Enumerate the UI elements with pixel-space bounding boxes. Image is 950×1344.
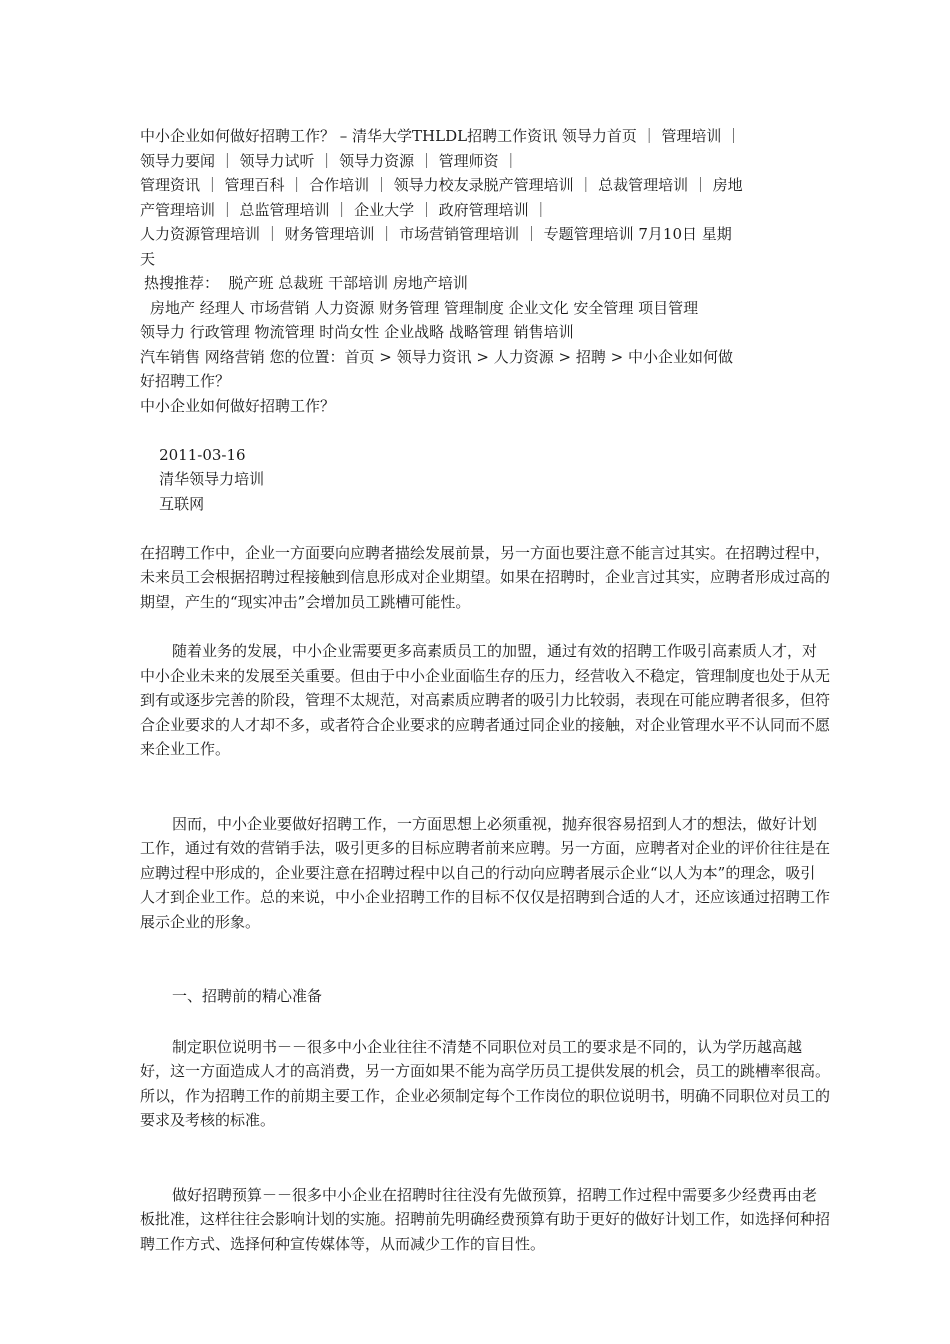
article-paragraph: 随着业务的发展，中小企业需要更多高素质员工的加盟，通过有效的招聘工作吸引高素质人才，对中小企业未来的发展至关重要。但由于中小企业面临生存的压力，经营收入不稳定，管理制度也处于从无到有或逐步完善的阶段，管理不太规范，对高素质应聘者的吸引力比较弱，表现在可能应聘者很多，但符合企业要求的人才却不多，或者符合企业要求的应聘者通过同企业的接触，对企业管理水平不认同而不愿来企业工作。 — [140, 642, 831, 758]
breadcrumb-line: 好招聘工作？ — [140, 372, 231, 390]
article-paragraph: 因而，中小企业要做好招聘工作，一方面思想上必须重视，抛弃很容易招到人才的想法，做好计划工作，通过有效的营销手法，吸引更多的目标应聘者前来应聘。另一方面，应聘者对企业的评价往往是在应聘过程中形成的，企业要注意在招聘过程中以自己的行动向应聘者展示企业“以人为本”的理念，吸引人才到企业工作。总的来说，中小企业招聘工作的目标不仅仅是招聘到合适的人才，还应该通过招聘工作展示企业的形象。 — [140, 814, 831, 931]
article-date: 2011-03-16 — [159, 445, 246, 464]
nav-line[interactable]: 中小企业如何做好招聘工作？ – 清华大学THLDL招聘工作资讯 领导力首页 ｜ 管理培训 ｜ — [140, 127, 742, 145]
article-title: 中小企业如何做好招聘工作？ — [140, 396, 336, 415]
tag-links — [140, 296, 830, 345]
document-page — [140, 124, 830, 1256]
nav-line[interactable]: 人力资源管理培训 ｜ 财务管理培训 ｜ 市场营销管理培训 ｜ 专题管理培训 7月10日 星期 — [140, 225, 732, 243]
nav-line[interactable]: 管理资讯 ｜ 管理百科 ｜ 合作培训 ｜ 领导力校友录脱产管理培训 ｜ 总裁管理培训 ｜ 房地 — [140, 176, 743, 194]
nav-line[interactable]: 产管理培训 ｜ 总监管理培训 ｜ 企业大学 ｜ 政府管理培训 ｜ — [140, 200, 549, 219]
article-intro: 在招聘工作中，企业一方面要向应聘者描绘发展前景，另一方面也要注意不能言过其实。在招聘过程中，未来员工会根据招聘过程接触到信息形成对企业期望。如果在招聘时，企业言过其实，应聘者形成过高的期望，产生的“现实冲击”会增加员工跳槽可能性。 — [140, 543, 831, 611]
nav-line[interactable]: 领导力要闻 ｜ 领导力试听 ｜ 领导力资源 ｜ 管理师资 ｜ — [140, 151, 519, 170]
section-heading: 一、招聘前的精心准备 — [172, 987, 323, 1005]
article-meta — [140, 418, 830, 541]
article-paragraph: 做好招聘预算－－很多中小企业在招聘时往往没有先做预算，招聘工作过程中需要多少经费再由老板批准，这样往往会影响计划的实施。招聘前先明确经费预算有助于更好的做好计划工作，如选择何种招聘工作方式、选择何种宣传媒体等，从而减少工作的盲目性。 — [140, 1185, 831, 1253]
tag-line[interactable]: 领导力 行政管理 物流管理 时尚女性 企业战略 战略管理 销售培训 — [140, 323, 574, 341]
site-navigation — [140, 124, 830, 271]
article-paragraph: 制定职位说明书－－很多中小企业往往不清楚不同职位对员工的要求是不同的，认为学历越高越好，这一方面造成人才的高消费，另一方面如果不能为高学历员工提供发展的机会，员工的跳槽率很高。所以，作为招聘工作的前期主要工作，企业必须制定每个工作岗位的职位说明书，明确不同职位对员工的要求及考核的标准。 — [140, 1037, 831, 1129]
article-source: 互联网 — [159, 494, 205, 513]
nav-line: 天 — [140, 249, 156, 268]
breadcrumb-line[interactable]: 汽车销售 网络营销 您的位置：首页 > 领导力资讯 > 人力资源 > 招聘 > 中小企业如何做 — [140, 347, 733, 366]
article-author: 清华领导力培训 — [159, 470, 265, 488]
tag-line[interactable]: 房地产 经理人 市场营销 人力资源 财务管理 管理制度 企业文化 安全管理 项目管理 — [150, 298, 699, 317]
breadcrumb — [140, 345, 830, 394]
hot-search-links[interactable]: 热搜推荐： 脱产班 总裁班 干部培训 房地产培训 — [144, 274, 468, 292]
